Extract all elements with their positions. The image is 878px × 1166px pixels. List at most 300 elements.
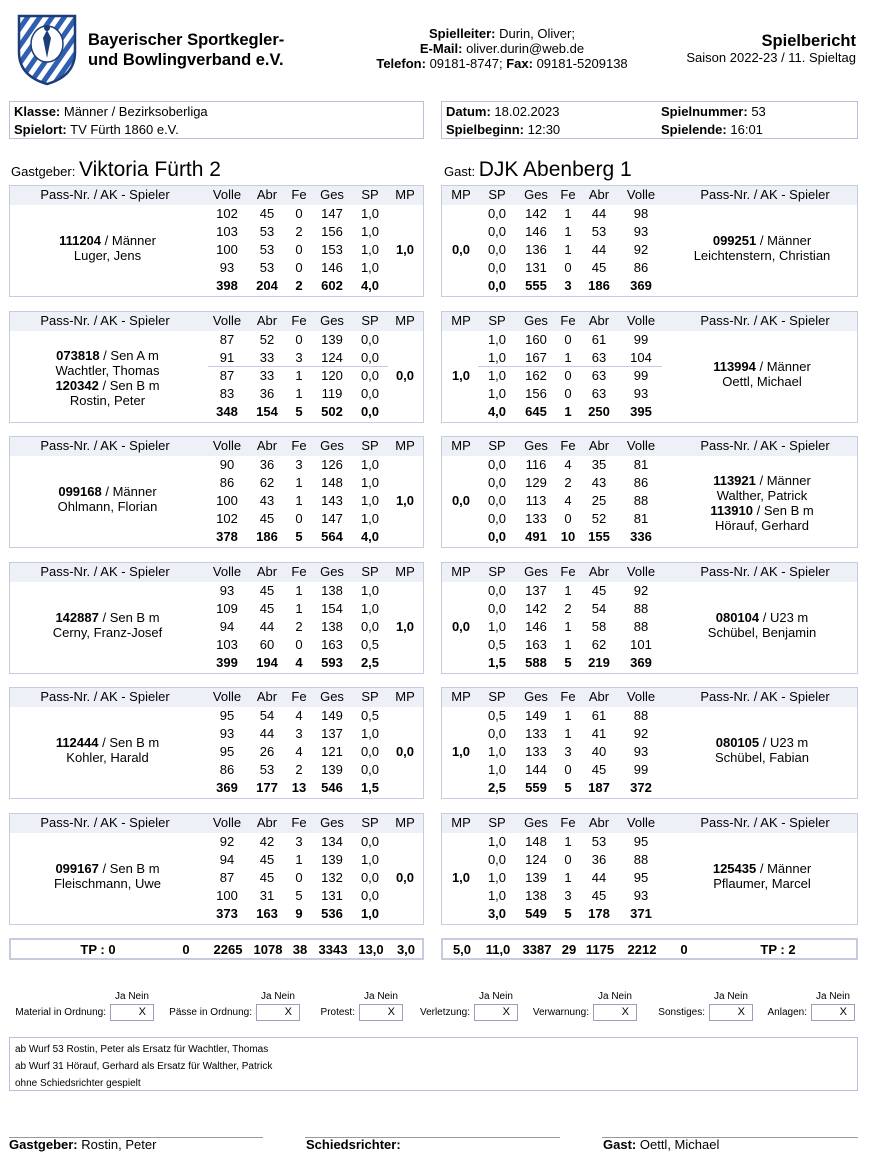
column-header: Volle	[626, 187, 656, 202]
column-header: Volle	[212, 187, 242, 202]
match-points-value: 1,0	[451, 368, 471, 383]
player-info	[672, 359, 852, 389]
block-total-value: 10	[560, 529, 576, 544]
column-header: Fe	[291, 689, 307, 704]
lane-value: 94	[219, 619, 235, 634]
block-total-value: 645	[525, 404, 547, 419]
lane-value: 0,5	[360, 637, 380, 652]
lane-value: 1	[564, 726, 572, 741]
lane-value: 1	[295, 601, 303, 616]
player-name: Kohler, Harald	[66, 750, 149, 765]
player-id-line: 080105 / U23 m	[715, 735, 809, 750]
lane-value: 43	[591, 475, 607, 490]
lane-value: 63	[591, 350, 607, 365]
block-total-value: 5	[564, 906, 572, 921]
yes-no-checkbox[interactable]	[110, 1004, 154, 1021]
lane-value: 45	[259, 852, 275, 867]
lane-value: 0,0	[360, 368, 380, 383]
player-id-line: 120342 / Sen B m	[55, 378, 160, 393]
column-header: MP	[395, 187, 415, 202]
player-id-line: 099168 / Männer	[58, 484, 157, 499]
lane-value: 101	[630, 637, 652, 652]
home-total-sp: 13,0	[358, 942, 384, 957]
checkbox-mark: X	[839, 1006, 847, 1018]
yes-no-checkbox[interactable]	[811, 1004, 855, 1021]
match-points-value: 0,0	[395, 744, 415, 759]
lane-value: 92	[633, 242, 649, 257]
column-header: Ges	[320, 564, 344, 579]
lane-value: 45	[591, 762, 607, 777]
lane-value: 156	[321, 224, 343, 239]
player-pass-number: 080105	[715, 735, 760, 750]
column-header: Abr	[588, 564, 610, 579]
home-signature-value: Rostin, Peter	[81, 1137, 157, 1152]
column-header: Fe	[560, 438, 576, 453]
column-header: Ges	[320, 313, 344, 328]
league-leader-contact	[352, 26, 652, 71]
remark-line: ohne Schiedsrichter gespielt	[15, 1078, 141, 1089]
beginn-value: 12:30	[527, 122, 561, 137]
beginn-label: Spielbeginn:	[446, 122, 524, 137]
lane-value: 133	[525, 726, 547, 741]
player-id-line: 113921 / Männer	[713, 473, 811, 488]
lane-value: 81	[633, 457, 649, 472]
column-header: Abr	[588, 313, 610, 328]
block-total-value: 378	[216, 529, 238, 544]
column-header: Abr	[588, 815, 610, 830]
lane-value: 87	[219, 870, 235, 885]
lane-value: 93	[633, 224, 649, 239]
lane-value: 132	[321, 870, 343, 885]
lane-value: 63	[591, 368, 607, 383]
checkbox-mark: X	[621, 1006, 629, 1018]
block-total-value: 2,5	[487, 780, 507, 795]
column-header-player: Pass-Nr. / AK - Spieler	[700, 438, 830, 453]
lane-value: 0,0	[487, 206, 507, 221]
block-total-value: 2	[295, 278, 303, 293]
lane-value: 0	[295, 637, 303, 652]
block-total-value: 398	[216, 278, 238, 293]
column-header: Ges	[524, 438, 548, 453]
lane-value: 0	[295, 242, 303, 257]
block-total-value: 549	[525, 906, 547, 921]
lane-value: 109	[216, 601, 238, 616]
lane-value: 45	[591, 583, 607, 598]
lane-value: 138	[321, 583, 343, 598]
lane-value: 138	[525, 888, 547, 903]
report-title: Spielbericht	[761, 32, 856, 50]
player-name: Leichtenstern, Christian	[693, 248, 831, 263]
column-header: SP	[361, 187, 379, 202]
guest-game-block	[441, 311, 858, 423]
home-total-fe: 38	[292, 942, 308, 957]
lane-value: 160	[525, 332, 547, 347]
lane-value: 153	[321, 242, 343, 257]
home-game-block	[9, 813, 424, 925]
spielnummer-value: 53	[751, 104, 766, 119]
lane-value: 146	[321, 260, 343, 275]
block-total-value: 369	[630, 278, 652, 293]
player-pass-number: 099251	[712, 233, 757, 248]
lane-value: 86	[219, 475, 235, 490]
block-total-value: 491	[525, 529, 547, 544]
lane-value: 156	[525, 386, 547, 401]
lane-value: 86	[633, 260, 649, 275]
lane-value: 93	[633, 386, 649, 401]
lane-value: 0	[564, 762, 572, 777]
lane-value: 1,0	[487, 368, 507, 383]
column-header: Fe	[291, 187, 307, 202]
player-age-class: Sen B m	[109, 861, 160, 876]
yes-no-checkbox[interactable]	[709, 1004, 753, 1021]
spielort-label: Spielort:	[14, 122, 67, 137]
lane-value: 53	[259, 762, 275, 777]
player-id-line: 099251 / Männer	[712, 233, 812, 248]
lane-value: 45	[259, 601, 275, 616]
lane-value: 147	[321, 206, 343, 221]
lane-value: 119	[321, 386, 343, 401]
column-header: Fe	[291, 564, 307, 579]
player-age-class: Männer	[111, 233, 156, 248]
klasse-value: Männer / Bezirksoberliga	[63, 104, 208, 119]
lane-value: 93	[219, 726, 235, 741]
guest-team-title	[444, 158, 632, 182]
lane-value: 1,0	[360, 206, 380, 221]
lane-value: 1,0	[360, 260, 380, 275]
lane-value: 44	[591, 242, 607, 257]
lane-value: 1,0	[487, 350, 507, 365]
yes-no-header: Ja Nein	[115, 991, 149, 1002]
block-total-value: 13	[291, 780, 307, 795]
lane-value: 1,0	[487, 386, 507, 401]
player-id-line: 142887 / Sen B m	[55, 610, 160, 625]
lane-value: 136	[525, 242, 547, 257]
player-info	[20, 610, 195, 640]
yes-no-checkbox[interactable]	[359, 1004, 403, 1021]
lane-value: 4	[295, 744, 303, 759]
column-header: Abr	[588, 438, 610, 453]
player-info	[20, 484, 195, 514]
lane-value: 100	[216, 888, 238, 903]
yes-no-header: Ja Nein	[598, 991, 632, 1002]
column-header-player: Pass-Nr. / AK - Spieler	[700, 564, 830, 579]
lane-value: 93	[219, 260, 235, 275]
lane-value: 58	[591, 619, 607, 634]
lane-value: 3	[295, 457, 303, 472]
match-class-box	[9, 101, 424, 139]
lane-value: 0,0	[487, 601, 507, 616]
column-header: Fe	[560, 313, 576, 328]
lane-value: 129	[525, 475, 547, 490]
column-header: Volle	[626, 689, 656, 704]
lane-value: 1	[295, 386, 303, 401]
report-heading	[686, 32, 856, 66]
player-age-class: Sen B m	[109, 378, 160, 393]
block-total-value: 536	[321, 906, 343, 921]
player-name: Rostin, Peter	[69, 393, 146, 408]
lane-value: 45	[259, 870, 275, 885]
lane-value: 41	[591, 726, 607, 741]
lane-value: 88	[633, 619, 649, 634]
player-name: Cerny, Franz-Josef	[52, 625, 163, 640]
guest-bonus-points: 0	[680, 942, 688, 957]
check-label: Verletzung:	[419, 1007, 470, 1018]
player-info	[672, 861, 852, 891]
block-total-value: 5	[564, 780, 572, 795]
lane-value: 52	[259, 332, 275, 347]
lane-value: 142	[525, 601, 547, 616]
row-separator	[478, 366, 662, 367]
block-total-value: 395	[630, 404, 652, 419]
lane-value: 83	[219, 386, 235, 401]
block-total-value: 593	[321, 655, 343, 670]
phone-value: 09181-8747;	[429, 56, 503, 71]
match-time-box	[441, 101, 858, 139]
block-total-value: 154	[256, 404, 278, 419]
column-header: SP	[488, 689, 506, 704]
guest-total-mp: 5,0	[452, 942, 472, 957]
check-label: Verwarnung:	[532, 1007, 589, 1018]
home-team-title	[11, 158, 221, 182]
player-id-line: 111204 / Männer	[59, 233, 156, 248]
lane-value: 54	[591, 601, 607, 616]
datum-value: 18.02.2023	[494, 104, 560, 119]
lane-value: 62	[591, 637, 607, 652]
checkbox-mark: X	[138, 1006, 146, 1018]
player-name: Walther, Patrick	[716, 488, 808, 503]
column-header-player: Pass-Nr. / AK - Spieler	[40, 815, 170, 830]
lane-value: 120	[321, 368, 343, 383]
lane-value: 0,0	[360, 386, 380, 401]
lane-value: 139	[321, 852, 343, 867]
player-name: Wachtler, Thomas	[55, 363, 160, 378]
substitution-separator	[208, 366, 388, 367]
lane-value: 0,0	[487, 493, 507, 508]
column-header: Fe	[291, 438, 307, 453]
lane-value: 116	[525, 457, 547, 472]
block-total-value: 9	[295, 906, 303, 921]
column-header-player: Pass-Nr. / AK - Spieler	[700, 689, 830, 704]
lane-value: 131	[321, 888, 343, 903]
player-age-class: Männer	[112, 484, 157, 499]
match-points-value: 1,0	[395, 242, 415, 257]
lane-value: 0,0	[360, 762, 380, 777]
lane-value: 53	[259, 260, 275, 275]
yes-no-header: Ja Nein	[816, 991, 850, 1002]
home-team-prefix: Gastgeber:	[11, 164, 76, 179]
lane-value: 113	[525, 493, 547, 508]
yes-no-header: Ja Nein	[479, 991, 513, 1002]
lane-value: 1	[295, 852, 303, 867]
block-total-value: 2,5	[360, 655, 380, 670]
lane-value: 99	[633, 762, 649, 777]
player-age-class: Sen A m	[110, 348, 159, 363]
lane-value: 1	[295, 368, 303, 383]
remark-line: ab Wurf 31 Hörauf, Gerhard als Ersatz für Walther, Patrick	[15, 1061, 273, 1072]
lane-value: 149	[321, 708, 343, 723]
yes-no-checkbox[interactable]	[256, 1004, 300, 1021]
match-points-value: 0,0	[395, 870, 415, 885]
lane-value: 45	[591, 260, 607, 275]
lane-value: 163	[321, 637, 343, 652]
lane-value: 0,0	[487, 242, 507, 257]
block-total-value: 369	[630, 655, 652, 670]
lane-value: 53	[259, 242, 275, 257]
lane-value: 0,0	[487, 511, 507, 526]
block-total-value: 336	[630, 529, 652, 544]
spielort-value: TV Fürth 1860 e.V.	[70, 122, 179, 137]
lane-value: 0,0	[487, 583, 507, 598]
guest-game-block	[441, 436, 858, 548]
lane-value: 1	[564, 206, 572, 221]
block-total-value: 3	[564, 278, 572, 293]
lane-value: 33	[259, 350, 275, 365]
player-info	[672, 735, 852, 765]
column-header: Ges	[524, 689, 548, 704]
lane-value: 44	[259, 726, 275, 741]
player-info	[672, 610, 852, 640]
block-total-value: 373	[216, 906, 238, 921]
lane-value: 149	[525, 708, 547, 723]
lane-value: 1,0	[360, 457, 380, 472]
checkbox-mark: X	[737, 1006, 745, 1018]
lane-value: 3	[564, 744, 572, 759]
checkbox-mark: X	[284, 1006, 292, 1018]
lane-value: 1,0	[487, 834, 507, 849]
lane-value: 139	[321, 332, 343, 347]
lane-value: 0	[564, 386, 572, 401]
lane-value: 95	[633, 870, 649, 885]
lane-value: 4	[295, 708, 303, 723]
lane-value: 133	[525, 744, 547, 759]
home-bonus-points: 0	[182, 942, 190, 957]
block-total-value: 1,5	[360, 780, 380, 795]
column-header: Ges	[524, 187, 548, 202]
lane-value: 35	[591, 457, 607, 472]
spielende-label: Spielende:	[661, 122, 727, 137]
lane-value: 0	[564, 260, 572, 275]
player-info	[20, 735, 195, 765]
home-team-name: Viktoria Fürth 2	[78, 158, 221, 181]
lane-value: 1	[564, 242, 572, 257]
lane-value: 93	[633, 744, 649, 759]
column-header: Ges	[524, 564, 548, 579]
lane-value: 99	[633, 368, 649, 383]
lane-value: 36	[259, 457, 275, 472]
column-header: Abr	[588, 187, 610, 202]
block-total-value: 399	[216, 655, 238, 670]
lane-value: 0,0	[360, 834, 380, 849]
lane-value: 33	[259, 368, 275, 383]
lane-value: 0	[295, 332, 303, 347]
lane-value: 0,0	[487, 260, 507, 275]
lane-value: 62	[259, 475, 275, 490]
lane-value: 1	[564, 637, 572, 652]
player-id-line: 112444 / Sen B m	[55, 735, 160, 750]
yes-no-checkbox[interactable]	[474, 1004, 518, 1021]
guest-signature	[603, 1137, 719, 1152]
column-header-player: Pass-Nr. / AK - Spieler	[40, 187, 170, 202]
column-header: Abr	[256, 815, 278, 830]
lane-value: 3	[295, 726, 303, 741]
lane-value: 0,0	[487, 224, 507, 239]
lane-value: 2	[295, 762, 303, 777]
lane-value: 0	[295, 511, 303, 526]
lane-value: 1,0	[360, 583, 380, 598]
lane-value: 2	[564, 601, 572, 616]
guest-total-ges: 3387	[522, 942, 552, 957]
lane-value: 86	[633, 475, 649, 490]
player-name: Luger, Jens	[73, 248, 142, 263]
lane-value: 53	[591, 834, 607, 849]
lane-value: 93	[633, 888, 649, 903]
lane-value: 44	[591, 206, 607, 221]
column-header: Fe	[560, 187, 576, 202]
lane-value: 5	[295, 888, 303, 903]
yes-no-checkbox[interactable]	[593, 1004, 637, 1021]
home-total-mp: 3,0	[396, 942, 416, 957]
block-total-value: 3,0	[487, 906, 507, 921]
column-header: MP	[395, 313, 415, 328]
player-age-class: Sen B m	[109, 735, 160, 750]
player-id-line: 113910 / Sen B m	[710, 503, 814, 518]
player-pass-number: 113910	[710, 503, 753, 518]
block-total-value: 250	[588, 404, 610, 419]
block-total-value: 546	[321, 780, 343, 795]
home-signature	[9, 1137, 156, 1152]
column-header-player: Pass-Nr. / AK - Spieler	[40, 313, 170, 328]
player-pass-number: 113994	[713, 359, 756, 374]
lane-value: 0,0	[360, 888, 380, 903]
home-game-block	[9, 185, 424, 297]
lane-value: 0,0	[360, 870, 380, 885]
lane-value: 53	[259, 224, 275, 239]
lane-value: 92	[219, 834, 235, 849]
block-total-value: 163	[256, 906, 278, 921]
block-total-value: 4	[295, 655, 303, 670]
player-age-class: Sen B m	[763, 503, 814, 518]
guest-team-points: TP : 2	[760, 942, 796, 957]
player-pass-number: 099167	[55, 861, 99, 876]
lane-value: 94	[219, 852, 235, 867]
lane-value: 1,0	[487, 619, 507, 634]
block-total-value: 204	[256, 278, 278, 293]
block-total-value: 5	[295, 404, 303, 419]
lane-value: 0	[295, 206, 303, 221]
column-header: Fe	[560, 815, 576, 830]
lane-value: 1,0	[360, 224, 380, 239]
lane-value: 0,0	[487, 457, 507, 472]
lane-value: 124	[525, 852, 547, 867]
lane-value: 103	[216, 637, 238, 652]
player-id-line: 073818 / Sen A m	[56, 348, 159, 363]
player-age-class: Männer	[766, 359, 811, 374]
lane-value: 61	[591, 332, 607, 347]
yes-no-header: Ja Nein	[714, 991, 748, 1002]
lane-value: 139	[321, 762, 343, 777]
player-name: Schübel, Fabian	[715, 750, 809, 765]
block-total-value: 1,5	[487, 655, 507, 670]
player-age-class: Männer	[767, 233, 812, 248]
player-name: Pflaumer, Marcel	[713, 876, 811, 891]
player-age-class: U23 m	[769, 610, 809, 625]
match-points-value: 1,0	[451, 870, 471, 885]
player-info	[20, 233, 195, 263]
column-header-player: Pass-Nr. / AK - Spieler	[700, 313, 830, 328]
lane-value: 43	[259, 493, 275, 508]
lane-value: 126	[321, 457, 343, 472]
lane-value: 61	[591, 708, 607, 723]
